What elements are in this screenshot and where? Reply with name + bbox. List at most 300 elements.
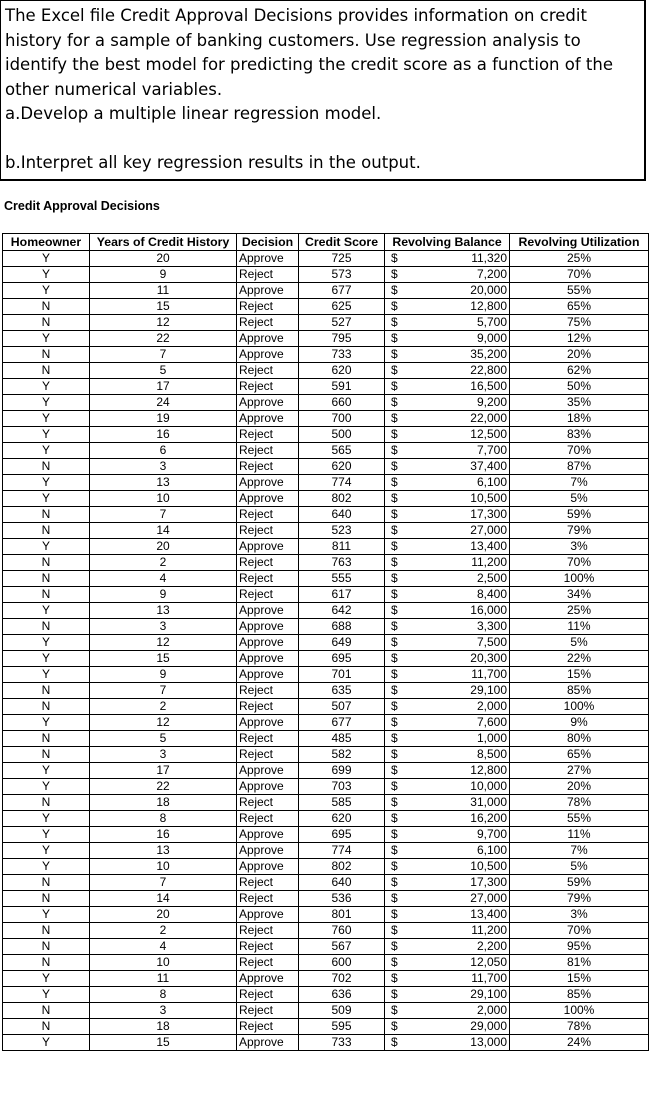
years-cell: 12 bbox=[90, 635, 237, 651]
currency-symbol: $ bbox=[391, 459, 398, 473]
table-row bbox=[3, 907, 649, 923]
currency-symbol: $ bbox=[391, 875, 398, 889]
revolving-balance-cell bbox=[385, 939, 510, 955]
currency-symbol: $ bbox=[391, 475, 398, 489]
revolving-balance-cell bbox=[385, 763, 510, 779]
revolving-balance-cell bbox=[385, 811, 510, 827]
homeowner-cell: Y bbox=[3, 811, 90, 827]
table-row bbox=[3, 923, 649, 939]
table-row bbox=[3, 1003, 649, 1019]
currency-symbol: $ bbox=[391, 587, 398, 601]
revolving-balance-cell bbox=[385, 619, 510, 635]
homeowner-cell: N bbox=[3, 699, 90, 715]
revolving-utilization-cell: 70% bbox=[510, 443, 649, 459]
decision-cell: Approve bbox=[237, 651, 299, 667]
credit-score-cell: 811 bbox=[299, 539, 385, 555]
decision-cell: Reject bbox=[237, 443, 299, 459]
credit-score-cell: 649 bbox=[299, 635, 385, 651]
table-row bbox=[3, 443, 649, 459]
table-row bbox=[3, 603, 649, 619]
revolving-utilization-cell: 25% bbox=[510, 603, 649, 619]
currency-symbol: $ bbox=[391, 427, 398, 441]
homeowner-cell: N bbox=[3, 587, 90, 603]
credit-score-cell: 801 bbox=[299, 907, 385, 923]
revolving-utilization-cell: 70% bbox=[510, 923, 649, 939]
table-row bbox=[3, 491, 649, 507]
decision-cell: Reject bbox=[237, 363, 299, 379]
credit-score-cell: 625 bbox=[299, 299, 385, 315]
revolving-utilization-cell: 11% bbox=[510, 827, 649, 843]
homeowner-cell: Y bbox=[3, 267, 90, 283]
table-row bbox=[3, 779, 649, 795]
homeowner-cell: Y bbox=[3, 907, 90, 923]
currency-symbol: $ bbox=[391, 747, 398, 761]
homeowner-cell: N bbox=[3, 523, 90, 539]
table-row bbox=[3, 811, 649, 827]
years-cell: 19 bbox=[90, 411, 237, 427]
credit-score-cell: 695 bbox=[299, 827, 385, 843]
credit-score-cell: 600 bbox=[299, 955, 385, 971]
currency-symbol: $ bbox=[391, 667, 398, 681]
balance-value: 8,400 bbox=[476, 587, 507, 601]
homeowner-cell: Y bbox=[3, 1035, 90, 1051]
balance-value: 7,700 bbox=[476, 443, 507, 457]
decision-cell: Approve bbox=[237, 843, 299, 859]
credit-score-cell: 527 bbox=[299, 315, 385, 331]
revolving-utilization-cell: 3% bbox=[510, 539, 649, 555]
years-cell: 4 bbox=[90, 571, 237, 587]
revolving-balance-cell bbox=[385, 587, 510, 603]
years-cell: 3 bbox=[90, 459, 237, 475]
homeowner-cell: N bbox=[3, 459, 90, 475]
currency-symbol: $ bbox=[391, 891, 398, 905]
balance-value: 7,200 bbox=[476, 267, 507, 281]
table-body bbox=[3, 251, 649, 1051]
decision-cell: Approve bbox=[237, 907, 299, 923]
revolving-utilization-cell: 100% bbox=[510, 571, 649, 587]
currency-symbol: $ bbox=[391, 1003, 398, 1017]
years-cell: 9 bbox=[90, 587, 237, 603]
years-cell: 20 bbox=[90, 907, 237, 923]
homeowner-cell: N bbox=[3, 683, 90, 699]
revolving-balance-cell bbox=[385, 795, 510, 811]
table-row bbox=[3, 315, 649, 331]
currency-symbol: $ bbox=[391, 731, 398, 745]
decision-cell: Reject bbox=[237, 1019, 299, 1035]
balance-value: 16,200 bbox=[470, 811, 507, 825]
revolving-utilization-cell: 18% bbox=[510, 411, 649, 427]
homeowner-cell: Y bbox=[3, 715, 90, 731]
revolving-balance-cell bbox=[385, 859, 510, 875]
decision-cell: Approve bbox=[237, 251, 299, 267]
revolving-utilization-cell: 3% bbox=[510, 907, 649, 923]
table-row bbox=[3, 891, 649, 907]
decision-cell: Approve bbox=[237, 971, 299, 987]
balance-value: 13,400 bbox=[470, 907, 507, 921]
balance-value: 8,500 bbox=[476, 747, 507, 761]
revolving-utilization-cell: 20% bbox=[510, 779, 649, 795]
table-row bbox=[3, 283, 649, 299]
years-cell: 20 bbox=[90, 251, 237, 267]
currency-symbol: $ bbox=[391, 443, 398, 457]
table-row bbox=[3, 475, 649, 491]
years-cell: 5 bbox=[90, 363, 237, 379]
balance-value: 16,000 bbox=[470, 603, 507, 617]
revolving-utilization-cell: 80% bbox=[510, 731, 649, 747]
revolving-utilization-cell: 59% bbox=[510, 875, 649, 891]
table-row bbox=[3, 331, 649, 347]
balance-value: 2,500 bbox=[476, 571, 507, 585]
currency-symbol: $ bbox=[391, 923, 398, 937]
credit-score-cell: 620 bbox=[299, 363, 385, 379]
revolving-balance-cell bbox=[385, 603, 510, 619]
balance-value: 12,500 bbox=[470, 427, 507, 441]
revolving-utilization-cell: 25% bbox=[510, 251, 649, 267]
decision-cell: Approve bbox=[237, 411, 299, 427]
revolving-utilization-cell: 15% bbox=[510, 667, 649, 683]
table-row bbox=[3, 1019, 649, 1035]
decision-cell: Approve bbox=[237, 539, 299, 555]
revolving-balance-cell bbox=[385, 987, 510, 1003]
revolving-utilization-cell: 65% bbox=[510, 747, 649, 763]
revolving-balance-cell bbox=[385, 891, 510, 907]
homeowner-cell: Y bbox=[3, 635, 90, 651]
header-credit-score: Credit Score bbox=[299, 234, 385, 251]
revolving-utilization-cell: 7% bbox=[510, 843, 649, 859]
balance-value: 27,000 bbox=[470, 891, 507, 905]
table-row bbox=[3, 795, 649, 811]
homeowner-cell: N bbox=[3, 363, 90, 379]
header-decision: Decision bbox=[237, 234, 299, 251]
years-cell: 15 bbox=[90, 299, 237, 315]
decision-cell: Reject bbox=[237, 299, 299, 315]
homeowner-cell: Y bbox=[3, 763, 90, 779]
years-cell: 14 bbox=[90, 523, 237, 539]
homeowner-cell: N bbox=[3, 571, 90, 587]
revolving-balance-cell bbox=[385, 251, 510, 267]
credit-score-cell: 500 bbox=[299, 427, 385, 443]
revolving-balance-cell bbox=[385, 395, 510, 411]
table-row bbox=[3, 987, 649, 1003]
decision-cell: Approve bbox=[237, 715, 299, 731]
decision-cell: Approve bbox=[237, 667, 299, 683]
credit-score-cell: 660 bbox=[299, 395, 385, 411]
years-cell: 3 bbox=[90, 747, 237, 763]
revolving-balance-cell bbox=[385, 491, 510, 507]
revolving-utilization-cell: 95% bbox=[510, 939, 649, 955]
credit-score-cell: 702 bbox=[299, 971, 385, 987]
homeowner-cell: Y bbox=[3, 251, 90, 267]
revolving-utilization-cell: 79% bbox=[510, 523, 649, 539]
table-row bbox=[3, 843, 649, 859]
balance-value: 11,200 bbox=[471, 555, 507, 569]
decision-cell: Approve bbox=[237, 827, 299, 843]
revolving-utilization-cell: 78% bbox=[510, 795, 649, 811]
years-cell: 16 bbox=[90, 827, 237, 843]
currency-symbol: $ bbox=[391, 299, 398, 313]
balance-value: 10,500 bbox=[470, 491, 507, 505]
years-cell: 14 bbox=[90, 891, 237, 907]
credit-score-cell: 701 bbox=[299, 667, 385, 683]
decision-cell: Reject bbox=[237, 731, 299, 747]
credit-score-cell: 695 bbox=[299, 651, 385, 667]
revolving-utilization-cell: 87% bbox=[510, 459, 649, 475]
currency-symbol: $ bbox=[391, 555, 398, 569]
revolving-balance-cell bbox=[385, 539, 510, 555]
years-cell: 11 bbox=[90, 971, 237, 987]
header-revolving-utilization: Revolving Utilization bbox=[510, 234, 649, 251]
decision-cell: Reject bbox=[237, 379, 299, 395]
years-cell: 10 bbox=[90, 491, 237, 507]
balance-value: 22,000 bbox=[470, 411, 507, 425]
decision-cell: Reject bbox=[237, 875, 299, 891]
credit-score-cell: 620 bbox=[299, 459, 385, 475]
balance-value: 5,700 bbox=[476, 315, 507, 329]
header-homeowner: Homeowner bbox=[3, 234, 90, 251]
years-cell: 10 bbox=[90, 955, 237, 971]
years-cell: 9 bbox=[90, 267, 237, 283]
years-cell: 8 bbox=[90, 987, 237, 1003]
currency-symbol: $ bbox=[391, 907, 398, 921]
balance-value: 11,700 bbox=[471, 971, 507, 985]
homeowner-cell: Y bbox=[3, 331, 90, 347]
balance-value: 20,000 bbox=[470, 283, 507, 297]
revolving-utilization-cell: 55% bbox=[510, 811, 649, 827]
years-cell: 22 bbox=[90, 779, 237, 795]
revolving-utilization-cell: 79% bbox=[510, 891, 649, 907]
decision-cell: Reject bbox=[237, 683, 299, 699]
table-row bbox=[3, 747, 649, 763]
homeowner-cell: N bbox=[3, 347, 90, 363]
currency-symbol: $ bbox=[391, 331, 398, 345]
revolving-balance-cell bbox=[385, 731, 510, 747]
years-cell: 3 bbox=[90, 1003, 237, 1019]
currency-symbol: $ bbox=[391, 363, 398, 377]
credit-score-cell: 760 bbox=[299, 923, 385, 939]
revolving-balance-cell bbox=[385, 315, 510, 331]
revolving-balance-cell bbox=[385, 875, 510, 891]
currency-symbol: $ bbox=[391, 651, 398, 665]
balance-value: 29,000 bbox=[470, 1019, 507, 1033]
revolving-balance-cell bbox=[385, 955, 510, 971]
revolving-balance-cell bbox=[385, 443, 510, 459]
years-cell: 2 bbox=[90, 699, 237, 715]
decision-cell: Approve bbox=[237, 779, 299, 795]
table-row bbox=[3, 651, 649, 667]
credit-score-cell: 585 bbox=[299, 795, 385, 811]
revolving-balance-cell bbox=[385, 683, 510, 699]
credit-score-cell: 733 bbox=[299, 1035, 385, 1051]
table-row bbox=[3, 827, 649, 843]
revolving-utilization-cell: 15% bbox=[510, 971, 649, 987]
decision-cell: Reject bbox=[237, 587, 299, 603]
credit-score-cell: 582 bbox=[299, 747, 385, 763]
years-cell: 2 bbox=[90, 555, 237, 571]
revolving-balance-cell bbox=[385, 1019, 510, 1035]
balance-value: 22,800 bbox=[470, 363, 507, 377]
homeowner-cell: Y bbox=[3, 667, 90, 683]
homeowner-cell: Y bbox=[3, 603, 90, 619]
balance-value: 31,000 bbox=[470, 795, 507, 809]
revolving-balance-cell bbox=[385, 699, 510, 715]
table-row bbox=[3, 683, 649, 699]
balance-value: 27,000 bbox=[470, 523, 507, 537]
revolving-balance-cell bbox=[385, 347, 510, 363]
years-cell: 8 bbox=[90, 811, 237, 827]
years-cell: 7 bbox=[90, 683, 237, 699]
homeowner-cell: Y bbox=[3, 987, 90, 1003]
currency-symbol: $ bbox=[391, 523, 398, 537]
decision-cell: Approve bbox=[237, 331, 299, 347]
currency-symbol: $ bbox=[391, 795, 398, 809]
years-cell: 2 bbox=[90, 923, 237, 939]
credit-score-cell: 640 bbox=[299, 875, 385, 891]
table-row bbox=[3, 411, 649, 427]
currency-symbol: $ bbox=[391, 491, 398, 505]
decision-cell: Approve bbox=[237, 283, 299, 299]
decision-cell: Approve bbox=[237, 395, 299, 411]
homeowner-cell: Y bbox=[3, 379, 90, 395]
years-cell: 13 bbox=[90, 603, 237, 619]
credit-score-cell: 565 bbox=[299, 443, 385, 459]
revolving-balance-cell bbox=[385, 283, 510, 299]
credit-score-cell: 595 bbox=[299, 1019, 385, 1035]
credit-score-cell: 699 bbox=[299, 763, 385, 779]
years-cell: 7 bbox=[90, 507, 237, 523]
credit-score-cell: 703 bbox=[299, 779, 385, 795]
revolving-balance-cell bbox=[385, 1003, 510, 1019]
currency-symbol: $ bbox=[391, 779, 398, 793]
credit-score-cell: 642 bbox=[299, 603, 385, 619]
credit-score-cell: 802 bbox=[299, 859, 385, 875]
revolving-balance-cell bbox=[385, 331, 510, 347]
revolving-balance-cell bbox=[385, 571, 510, 587]
table-row bbox=[3, 459, 649, 475]
decision-cell: Reject bbox=[237, 699, 299, 715]
question-intro: The Excel file Credit Approval Decisions provides information on credit history for a sample of banking customers. Use regression analysis to identify the best model for predicting the credit score as a function of the other numerical variables. bbox=[5, 6, 613, 99]
currency-symbol: $ bbox=[391, 251, 398, 265]
revolving-utilization-cell: 22% bbox=[510, 651, 649, 667]
homeowner-cell: N bbox=[3, 875, 90, 891]
currency-symbol: $ bbox=[391, 715, 398, 729]
revolving-utilization-cell: 20% bbox=[510, 347, 649, 363]
decision-cell: Approve bbox=[237, 475, 299, 491]
revolving-balance-cell bbox=[385, 459, 510, 475]
revolving-utilization-cell: 70% bbox=[510, 555, 649, 571]
years-cell: 7 bbox=[90, 875, 237, 891]
decision-cell: Approve bbox=[237, 619, 299, 635]
decision-cell: Reject bbox=[237, 267, 299, 283]
revolving-balance-cell bbox=[385, 379, 510, 395]
table-row bbox=[3, 523, 649, 539]
revolving-utilization-cell: 35% bbox=[510, 395, 649, 411]
credit-score-cell: 774 bbox=[299, 475, 385, 491]
decision-cell: Reject bbox=[237, 523, 299, 539]
currency-symbol: $ bbox=[391, 635, 398, 649]
decision-cell: Reject bbox=[237, 939, 299, 955]
revolving-balance-cell bbox=[385, 363, 510, 379]
decision-cell: Approve bbox=[237, 491, 299, 507]
balance-value: 9,000 bbox=[476, 331, 507, 345]
revolving-balance-cell bbox=[385, 827, 510, 843]
years-cell: 5 bbox=[90, 731, 237, 747]
balance-value: 11,700 bbox=[471, 667, 507, 681]
currency-symbol: $ bbox=[391, 987, 398, 1001]
revolving-balance-cell bbox=[385, 667, 510, 683]
revolving-utilization-cell: 5% bbox=[510, 491, 649, 507]
revolving-utilization-cell: 81% bbox=[510, 955, 649, 971]
balance-value: 12,800 bbox=[470, 299, 507, 313]
currency-symbol: $ bbox=[391, 939, 398, 953]
homeowner-cell: Y bbox=[3, 491, 90, 507]
years-cell: 4 bbox=[90, 939, 237, 955]
homeowner-cell: N bbox=[3, 555, 90, 571]
balance-value: 6,100 bbox=[476, 475, 507, 489]
balance-value: 2,200 bbox=[476, 939, 507, 953]
decision-cell: Reject bbox=[237, 1003, 299, 1019]
revolving-utilization-cell: 27% bbox=[510, 763, 649, 779]
header-row bbox=[3, 234, 649, 251]
credit-score-cell: 700 bbox=[299, 411, 385, 427]
balance-value: 9,200 bbox=[476, 395, 507, 409]
decision-cell: Reject bbox=[237, 571, 299, 587]
balance-value: 13,400 bbox=[470, 539, 507, 553]
table-row bbox=[3, 667, 649, 683]
homeowner-cell: N bbox=[3, 507, 90, 523]
credit-score-cell: 620 bbox=[299, 811, 385, 827]
revolving-utilization-cell: 24% bbox=[510, 1035, 649, 1051]
question-part-a: a.Develop a multiple linear regression model. bbox=[5, 104, 382, 123]
years-cell: 3 bbox=[90, 619, 237, 635]
decision-cell: Reject bbox=[237, 955, 299, 971]
balance-value: 2,000 bbox=[476, 1003, 507, 1017]
years-cell: 15 bbox=[90, 1035, 237, 1051]
header-revolving-balance: Revolving Balance bbox=[385, 234, 510, 251]
revolving-utilization-cell: 85% bbox=[510, 987, 649, 1003]
decision-cell: Reject bbox=[237, 891, 299, 907]
years-cell: 17 bbox=[90, 379, 237, 395]
credit-score-cell: 536 bbox=[299, 891, 385, 907]
homeowner-cell: N bbox=[3, 939, 90, 955]
currency-symbol: $ bbox=[391, 859, 398, 873]
homeowner-cell: Y bbox=[3, 411, 90, 427]
revolving-balance-cell bbox=[385, 715, 510, 731]
credit-score-cell: 573 bbox=[299, 267, 385, 283]
credit-score-cell: 617 bbox=[299, 587, 385, 603]
currency-symbol: $ bbox=[391, 699, 398, 713]
years-cell: 10 bbox=[90, 859, 237, 875]
revolving-utilization-cell: 11% bbox=[510, 619, 649, 635]
revolving-utilization-cell: 5% bbox=[510, 859, 649, 875]
homeowner-cell: Y bbox=[3, 395, 90, 411]
table-row bbox=[3, 539, 649, 555]
decision-cell: Reject bbox=[237, 507, 299, 523]
question-part-b: b.Interpret all key regression results in the output. bbox=[5, 153, 421, 172]
balance-value: 10,500 bbox=[470, 859, 507, 873]
credit-score-cell: 640 bbox=[299, 507, 385, 523]
homeowner-cell: Y bbox=[3, 827, 90, 843]
balance-value: 11,200 bbox=[471, 923, 507, 937]
revolving-balance-cell bbox=[385, 907, 510, 923]
table-row bbox=[3, 971, 649, 987]
table-row bbox=[3, 395, 649, 411]
credit-score-cell: 509 bbox=[299, 1003, 385, 1019]
balance-value: 13,000 bbox=[470, 1035, 507, 1049]
revolving-balance-cell bbox=[385, 1035, 510, 1051]
table-row bbox=[3, 363, 649, 379]
homeowner-cell: N bbox=[3, 619, 90, 635]
credit-score-cell: 485 bbox=[299, 731, 385, 747]
